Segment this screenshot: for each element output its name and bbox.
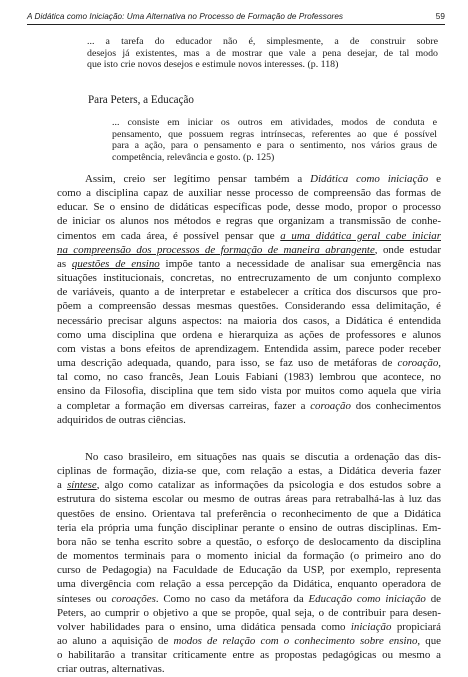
paragraph-line <box>57 172 441 186</box>
emphasis-text: modos de relação com o conhecimento sobre ensino <box>173 635 418 648</box>
paragraph-line: ensino da Filosofia, disciplina que tem sido vista por muitos como aquela que viria <box>57 385 441 398</box>
paragraph-line: de iniciar os alunos nos métodos e regras que organizam a transmissão de conhe- <box>57 215 441 228</box>
paragraph-line <box>57 229 441 243</box>
paragraph-line <box>57 592 441 606</box>
underlined-text: na compreensão dos processos de formação de maneira abrangente <box>57 243 375 256</box>
paragraph-line: ciplinas de formação, dizia-se que, com relação a estas, a Didática deveria fazer <box>57 465 441 478</box>
paragraph-line <box>57 356 441 370</box>
quote-line: ... a tarefa do educador não é, simplesmente, a de construir sobre <box>87 36 438 47</box>
paragraph-line: tal como, no caso francês, Jean Louis Fabiani (1983) lembrou que acontece, no <box>57 371 441 384</box>
emphasis-text <box>57 244 375 256</box>
body-paragraph-2 <box>57 450 441 677</box>
quote-line: desejos já existentes, mas a de mostrar que vale a pena desejar, de tal modo <box>87 47 438 59</box>
text-run: ao aluno a aquisição de <box>57 635 174 648</box>
text-run: , que <box>417 635 442 648</box>
paragraph-line: põem a compreensão dessas mesmas questões. Considerando essa delimitação, é <box>57 300 441 313</box>
block-quote-2 <box>112 117 437 164</box>
quote-line: que isto crie novos desejos e estimule novos interesses. (p. 118) <box>87 59 339 71</box>
paragraph-line: de variáveis, quanto a de interpretar e estabelecer a crítica dos discursos que pro- <box>57 286 441 299</box>
emphasis-text: coroação <box>310 399 351 412</box>
text-run: cimentos em cada área, é possível pensar que <box>57 229 281 242</box>
paragraph-line <box>57 478 441 492</box>
running-head-title: A Didática como Iniciação: Uma Alternativa no Processo de Formação de Professores <box>27 12 344 21</box>
paragraph-line: bora não se tenha escrito sobre a questão, o esforço de deslocamento da disciplina <box>57 535 441 548</box>
text-run: as <box>57 257 72 270</box>
paragraph-line: com vistas a bons efeitos de aprendizagem. Entendida assim, parece poder receber <box>57 342 441 355</box>
paragraph-line: curso de Pedagogia) na Faculdade de Educação da USP, por exemplo, representa <box>57 564 441 577</box>
quote-line: para a ação, para o pensamento e para o sentimento, nos vários graus de <box>112 140 437 152</box>
paragraph-line: adquiridos de outras ciências. <box>57 413 186 426</box>
paragraph-line: questões de ensino. Orientava tal preferência o reconhecimento de que a Didática <box>57 507 441 520</box>
quote-line: pensamento, que possuem regras intrínsecas, referentes ao que é possível <box>112 128 437 140</box>
underlined-text: a uma didática geral cabe iniciar <box>280 229 441 242</box>
text-run: sínteses ou <box>57 592 112 605</box>
paragraph-line: como a disciplina capaz de auxiliar nesse processo de compreensão das formas de <box>57 187 441 200</box>
paragraph-line <box>57 257 441 271</box>
text-run: , onde estudar <box>374 243 441 256</box>
paragraph-line <box>57 243 441 257</box>
paragraph-line <box>57 620 441 634</box>
text-run: e <box>428 173 441 185</box>
paragraph-line: como uma disciplina que ordena e hierarquiza as ações de professores e alunos <box>57 328 441 341</box>
paragraph-line: uma divergência com relação a essa percepção da Didática, enquanto operadora de <box>57 578 441 591</box>
paragraph-line: educar. Se o ensino de didáticas específicas pode, desse modo, propor o processo <box>57 201 441 214</box>
paragraph-line <box>57 634 441 648</box>
header-rule <box>27 24 445 25</box>
emphasis-text: Didática como iniciação <box>310 173 429 185</box>
body-paragraph-1 <box>57 172 441 427</box>
emphasis-text: coroação <box>397 357 439 370</box>
intro-text: Para Peters, a Educação <box>88 94 194 106</box>
underlined-text: questões de ensino <box>71 257 160 270</box>
text-run: de <box>425 592 441 605</box>
paragraph-line: No caso brasileiro, em situações nas quais se discutia a ordenação das dis- <box>85 451 441 463</box>
block-quote-1 <box>87 36 438 71</box>
emphasis-text: iniciação <box>350 620 392 633</box>
text-run: a completar a formação em diversas carreiras, fazer a <box>57 399 311 412</box>
paragraph-line: Peters, ao cumprir o objetivo a que se propõe, qual seja, o de contribuir para desen- <box>57 606 441 619</box>
text-run: volver habilidades para o ensino, uma didática pensada como <box>57 620 351 633</box>
emphasis-text <box>67 479 97 491</box>
paragraph-line: criar outras, alternativas. <box>57 663 165 676</box>
paragraph-line: o habilitarão a transitar criticamente entre as propostas pedagógicas ou mesmo a <box>57 649 441 662</box>
emphasis-text: coroações <box>111 592 156 605</box>
text-run: Assim, creio ser legítimo pensar também a <box>85 173 311 185</box>
paragraph-line: necessário precisar alguns aspectos: na maioria dos casos, a Didática é entendida <box>57 314 441 327</box>
quote-line: ... consiste em iniciar os outros em atividades, modos de conduta e <box>112 117 437 128</box>
underlined-text: síntese <box>67 479 97 492</box>
paragraph-line: situações institucionais, concretas, no entrecruzamento de um conjunto complexo <box>57 272 441 285</box>
text-run: , <box>438 357 441 370</box>
text-run: a <box>57 479 68 492</box>
page-number: 59 <box>435 12 445 21</box>
emphasis-text <box>280 230 441 242</box>
text-run: propiciará <box>391 620 441 633</box>
text-run: . Como no caso da metáfora da <box>155 592 309 605</box>
paragraph-line: de momentos terminais para o momento inicial da formação (o primeiro ano do <box>57 550 441 563</box>
emphasis-text: Educação como iniciação <box>308 592 426 605</box>
text-run: dos conhecimentos <box>350 399 441 412</box>
quote-line: competência, relevância e gosto. (p. 125) <box>112 152 275 164</box>
paragraph-line: estrutura do sistema escolar ou mesmo de outras áreas para retrabalhá-las à luz das <box>57 493 441 506</box>
text-run: uma descrição adequada, quando, para isso, se faz uso de metáforas de <box>57 357 398 370</box>
text-run: , algo como catalizar as informações da psicologia e dos estudos sobre a <box>96 479 441 492</box>
paragraph-line: teria ela própria uma função disciplinar perante o ensino de outras disciplinas. Em- <box>57 521 441 534</box>
text-run: impõe tanto a necessidade de analisar sua emergência nas <box>159 257 442 270</box>
paragraph-line <box>57 399 441 413</box>
emphasis-text <box>72 258 160 270</box>
running-head <box>27 12 445 22</box>
